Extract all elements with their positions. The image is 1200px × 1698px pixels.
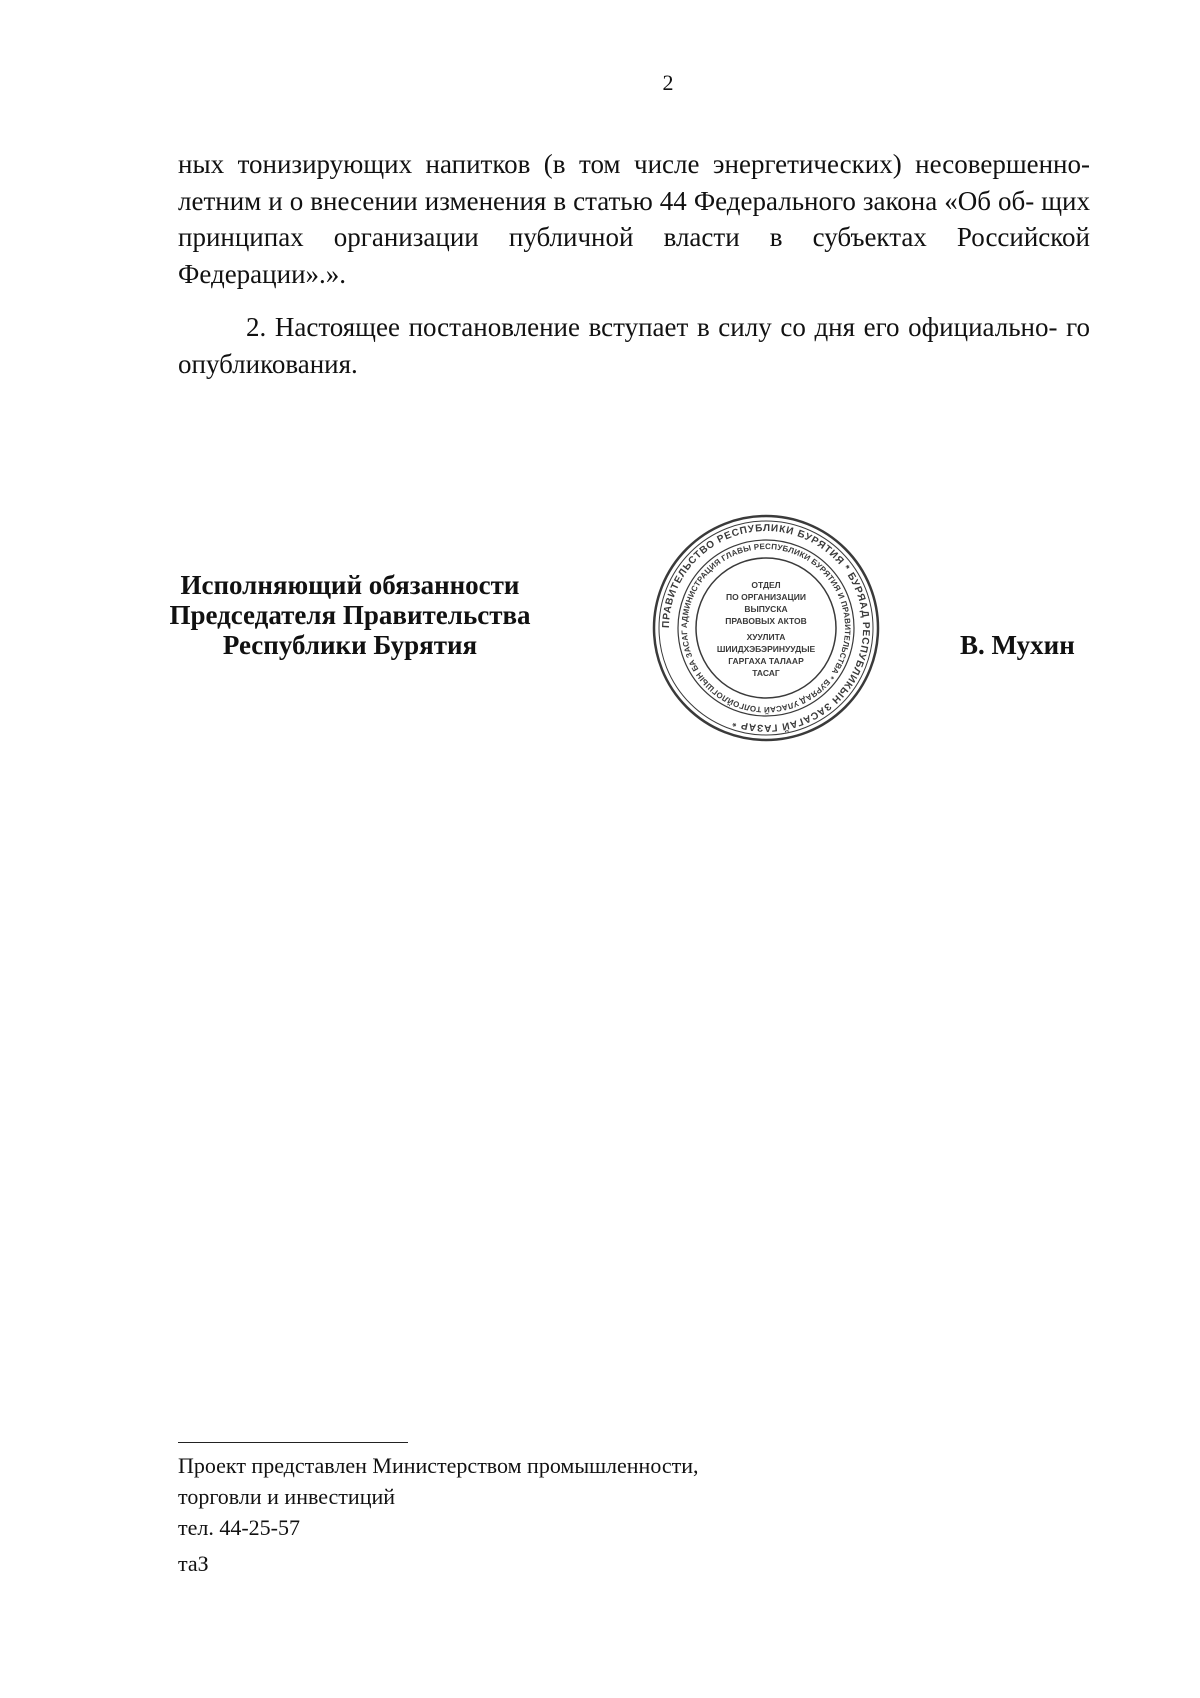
page-number: 2 <box>662 70 674 95</box>
position-line: Исполняющий обязанности <box>180 570 520 600</box>
stamp-center-line: ПРАВОВЫХ АКТОВ <box>725 616 807 626</box>
text-line: го опубликования. <box>178 312 1090 379</box>
stamp-center-line: ОТДЕЛ <box>751 580 781 590</box>
stamp-center-line: ХУУЛИТА <box>746 632 786 642</box>
stamp-inner-text-path: АДМИНИСТРАЦИЯ ГЛАВЫ РЕСПУБЛИКИ БУРЯТИЯ И ПРАВИТЕЛЬСТВА * БУРЯАД УЛАСАЙ ТОЛГОЙЛОГШЫН БА ЗАСАГ <box>679 541 853 715</box>
stamp-center <box>717 580 816 678</box>
footnote-line: тел. 44-25-57 <box>178 1515 301 1540</box>
position-line: Республики Бурятия <box>222 630 478 660</box>
text-line: 2. Настоящее постановление вступает в силу со дня его официально- <box>246 312 1058 342</box>
stamp-center-line: ТАСАГ <box>752 668 780 678</box>
stamp-outer-border-2 <box>659 521 873 735</box>
text-line: Федерации».». <box>178 258 347 289</box>
stamp-graphic <box>648 510 884 746</box>
signer-name: В. Мухин <box>960 630 1075 660</box>
footnote <box>178 1450 878 1543</box>
text-line: летним и о внесении изменения в статью 44 Федерального закона «Об об- <box>178 185 1035 216</box>
stamp-outer-text-path: ПРАВИТЕЛЬСТВО РЕСПУБЛИКИ БУРЯТИЯ * БУРЯАД РЕСПУБЛИКЫН ЗАСАГАЙ ГАЗАР * <box>660 522 872 734</box>
signature-position <box>150 570 550 660</box>
stamp-middle-border <box>678 540 854 716</box>
paragraph-2 <box>178 309 1090 382</box>
text-line: ных тонизирующих напитков (в том числе энергетических) несовершенно- <box>178 149 1090 179</box>
stamp-outer-ring-text <box>661 523 871 734</box>
text-line: щих принципах организации публичной власти в субъектах Российской <box>178 185 1091 252</box>
footnote-line: торговли и инвестиций <box>178 1484 396 1509</box>
executor-code: таЗ <box>178 1551 209 1576</box>
stamp-center-line: ВЫПУСКА <box>744 604 788 614</box>
continuation-text <box>178 146 1090 292</box>
stamp-center-line: ГАРГАХА ТАЛААР <box>728 656 804 666</box>
stamp-center-line: ПО ОРГАНИЗАЦИИ <box>726 592 806 602</box>
stamp-center-line: ШИИДХЭБЭРИНУУДЫЕ <box>716 644 816 654</box>
seal-stamp-icon <box>648 510 884 746</box>
position-line: Председателя Правительства <box>169 600 531 630</box>
footnote-line: Проект представлен Министерством промышленности, <box>178 1453 699 1478</box>
footnote-rule <box>178 1442 408 1443</box>
